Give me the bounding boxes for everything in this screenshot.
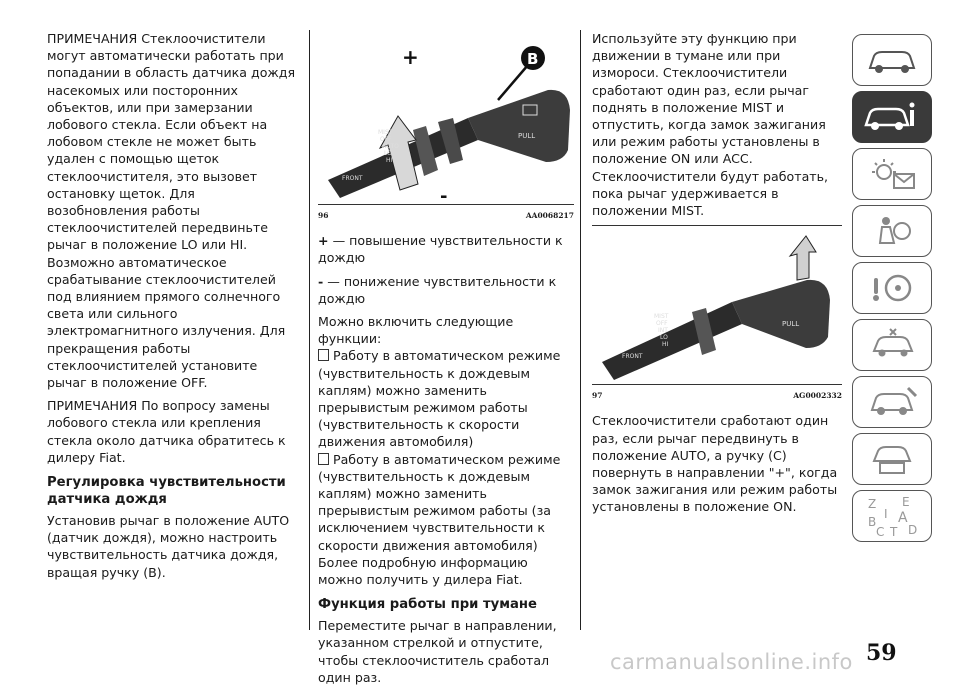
airbag-icon <box>864 213 920 249</box>
pull-label: PULL <box>518 132 536 140</box>
column-1 <box>47 30 299 587</box>
plus-symbol: + <box>318 233 329 249</box>
car-dashboard-icon <box>864 42 920 78</box>
note-paragraph: ПРИМЕЧАНИЯ Стеклоочистители могут автоматически работать при попадании в область датчика дождя насекомых или посторонних объектов, или при замерзании лобового стекла. Если объект на лобовом стекле не может быть удален с помощью щеток стеклоочистителя, это вызовет остановку щеток. Для возобновления работы стеклоочистителей передвиньте рычаг в положение LO или HI. Возможно автоматическое срабатывание стеклоочистителей под влиянием прямого солнечного света или сильного электромагнитного излучения. Для прекращения работы стеклоочистителей установите рычаг в положение OFF. <box>47 31 296 391</box>
body-paragraph: Стеклоочистители сработают один раз, если рычаг передвинуть в положение AUTO, а ручку (С) повернуть в направлении "+", когда замок зажигания или режим работы установлены в положение ON. <box>592 413 838 515</box>
body-paragraph: Переместите рычаг в направлении, указанном стрелкой и отпустите, чтобы стеклоочиститель сработал один раз. <box>318 618 557 685</box>
emergency-icon <box>864 327 920 363</box>
stalk-label: LO <box>660 334 668 342</box>
body-paragraph: Используйте эту функцию при движении в тумане или при измороси. Стеклоочистители сработают один раз, если рычаг поднять в положение MIST и отпустить, когда замок зажигания или режим работы установлены в положение ON или ACC. Стеклоочистители будут работать, пока рычаг удерживается в положении MIST. <box>592 31 829 219</box>
tab-index[interactable] <box>852 490 932 542</box>
tab-specs[interactable] <box>852 433 932 485</box>
minus-description <box>318 273 574 307</box>
wiper-stalk-mist-illustration <box>592 232 842 382</box>
option-1 <box>318 347 574 450</box>
column-2 <box>318 30 574 692</box>
option-1-text: Работу в автоматическом режиме (чувствительность к дождевым каплям) можно заменить прерывистым режимом работы (чувствительность к скорости движения автомобиля) <box>318 348 561 450</box>
up-arrow-icon <box>790 236 816 280</box>
figure-96 <box>318 30 574 224</box>
index-icon <box>862 494 922 538</box>
warning-lights-icon <box>864 156 920 192</box>
specs-icon <box>864 441 920 477</box>
figure-number: 96 <box>318 211 329 220</box>
plus-sign: + <box>402 45 419 69</box>
stalk-label: OFF <box>656 320 668 328</box>
index-letter: C <box>876 525 885 538</box>
note-paragraph: ПРИМЕЧАНИЯ По вопросу замены лобового стекла или крепления стекла около датчика обратитесь к дилеру Fiat. <box>47 398 286 465</box>
stalk-label: HI <box>386 157 393 164</box>
body-paragraph: Установив рычаг в положение AUTO (датчик дождя), можно настроить чувствительность датчика дождя, вращая ручку (B). <box>47 513 290 580</box>
section-heading: Функция работы при тумане <box>318 597 537 613</box>
callout-b-label: B <box>527 50 539 68</box>
option-2 <box>318 451 574 589</box>
front-label: FRONT <box>342 175 363 182</box>
stalk-label: LO <box>384 150 392 157</box>
checkbox-icon <box>318 349 329 361</box>
minus-text: — понижение чувствительности к дождю <box>318 273 557 306</box>
minus-symbol: - <box>318 273 324 289</box>
front-label: FRONT <box>622 353 643 361</box>
maintenance-icon <box>864 384 920 420</box>
index-letter: D <box>908 523 918 537</box>
page-number: 59 <box>866 640 897 666</box>
index-letter: A <box>898 510 908 526</box>
column-3 <box>592 30 842 522</box>
figure-97 <box>592 232 842 404</box>
chapter-tabs <box>852 34 934 547</box>
stalk-label: OFF <box>380 136 392 143</box>
functions-intro: Можно включить следующие функции: <box>318 314 514 347</box>
pull-label: PULL <box>782 320 800 329</box>
car-info-icon <box>862 99 922 135</box>
stalk-label: HI <box>662 341 669 349</box>
column-divider <box>309 30 310 630</box>
stalk-label: MIST <box>378 129 393 136</box>
plus-text: — повышение чувствительности к дождю <box>318 233 563 266</box>
section-heading: Регулировка чувствительности датчика дождя <box>47 475 286 508</box>
index-letter: B <box>868 515 877 529</box>
checkbox-icon <box>318 453 329 465</box>
figure-code: AA0068217 <box>525 211 574 220</box>
index-letter: Z <box>868 497 877 511</box>
steering-icon <box>864 270 920 306</box>
option-2-text: Работу в автоматическом режиме (чувствительность к дождевым каплям) можно заменить прерывистым режимом работы (за исключением чувствительности к скорости движения автомобиля) Более подробную информацию можно получить у дилера Fiat. <box>318 451 561 588</box>
column-divider <box>580 30 581 630</box>
stalk-label: MIST <box>654 313 669 321</box>
tab-safety[interactable] <box>852 205 932 257</box>
index-letter: I <box>884 507 888 521</box>
index-letter: T <box>890 525 898 538</box>
figure-code: AG0002332 <box>793 391 842 401</box>
stalk-label: INT <box>658 327 668 335</box>
tab-emergency[interactable] <box>852 319 932 371</box>
tab-car-info[interactable] <box>852 91 932 143</box>
plus-description <box>318 232 574 266</box>
index-letter: E <box>902 495 910 509</box>
wiper-stalk-illustration <box>318 30 574 202</box>
minus-sign: - <box>440 186 448 202</box>
tab-warning-lights[interactable] <box>852 148 932 200</box>
tab-dashboard[interactable] <box>852 34 932 86</box>
stalk-label: AUTO <box>382 143 399 150</box>
figure-number: 97 <box>592 391 603 401</box>
tab-starting-driving[interactable] <box>852 262 932 314</box>
watermark: carmanualsonline.info <box>610 650 853 674</box>
tab-maintenance[interactable] <box>852 376 932 428</box>
